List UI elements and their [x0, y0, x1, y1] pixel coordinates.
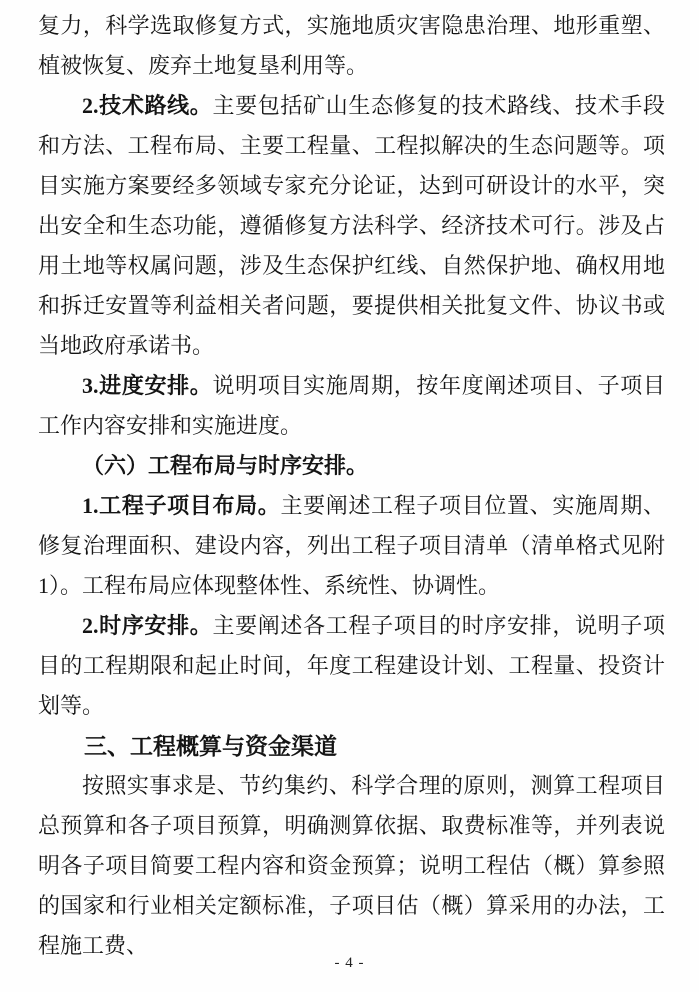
paragraph — [38, 766, 665, 966]
page-number: - 4 - — [334, 955, 365, 971]
paragraph-text: 主要阐述工程子项目位置、实施周期、修复治理面积、建设内容，列出工程子项目清单（清单格式见附1）。工程布局应体现整体性、系统性、协调性。 — [38, 493, 665, 598]
paragraph-text: 说明项目实施周期，按年度阐述项目、子项目工作内容安排和实施进度。 — [38, 373, 665, 438]
paragraph-lead: 2.时序安排。 — [82, 613, 213, 638]
paragraph-lead: 2.技术路线。 — [82, 93, 213, 118]
paragraph-text: 主要阐述各工程子项目的时序安排，说明子项目的工程期限和起止时间，年度工程建设计划、工程量、投资计划等。 — [38, 613, 665, 718]
document-body — [38, 6, 665, 966]
paragraph — [38, 606, 665, 726]
paragraph — [38, 486, 665, 606]
paragraph — [38, 86, 665, 366]
paragraph — [38, 6, 665, 86]
paragraph — [38, 366, 665, 446]
paragraph-lead: 3.进度安排。 — [82, 373, 213, 398]
paragraph-text: 复力，科学选取修复方式，实施地质灾害隐患治理、地形重塑、植被恢复、废弃土地复垦利用等。 — [38, 13, 665, 78]
section-heading-three: 三、工程概算与资金渠道 — [84, 733, 337, 759]
paragraph-lead: 1.工程子项目布局。 — [82, 493, 281, 518]
section-heading-six: （六）工程布局与时序安排。 — [82, 453, 369, 478]
paragraph-text: 按照实事求是、节约集约、科学合理的原则，测算工程项目总预算和各子项目预算，明确测算依据、取费标准等，并列表说明各子项目简要工程内容和资金预算；说明工程估（概）算参照的国家和行业相关定额标准，子项目估（概）算采用的办法，工程施工费、 — [38, 773, 665, 958]
paragraph-text: 主要包括矿山生态修复的技术路线、技术手段和方法、工程布局、主要工程量、工程拟解决的生态问题等。项目实施方案要经多领域专家充分论证，达到可研设计的水平，突出安全和生态功能，遵循修复方法科学、经济技术可行。涉及占用土地等权属问题，涉及生态保护红线、自然保护地、确权用地和拆迁安置等利益相关者问题，要提供相关批复文件、协议书或当地政府承诺书。 — [38, 93, 665, 358]
